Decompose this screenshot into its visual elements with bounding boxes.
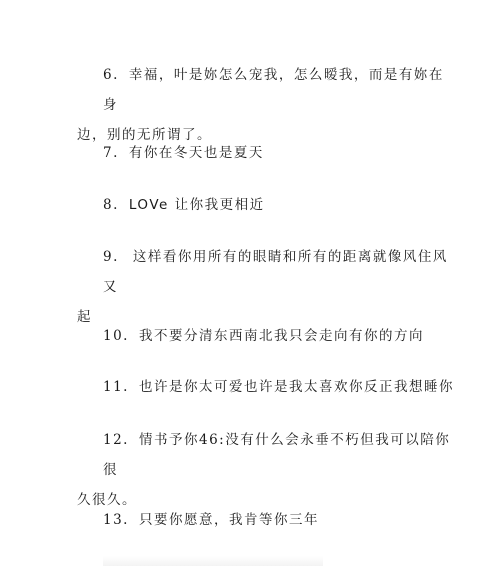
item-text-continued: 边，别的无所谓了。 — [77, 127, 212, 143]
list-item-13 — [103, 505, 458, 535]
item-number: 8. — [103, 197, 119, 213]
item-text: 只要你愿意，我肯等你三年 — [138, 512, 319, 528]
cut-off-text-edge — [103, 556, 323, 566]
item-number: 13. — [103, 512, 129, 528]
item-number: 12. — [103, 432, 129, 448]
list-item-9 — [77, 242, 458, 332]
item-number: 10. — [103, 328, 129, 344]
item-text: 这样看你用所有的眼睛和所有的距离就像风住风又 — [103, 249, 448, 295]
item-text: LOVe 让你我更相近 — [128, 197, 265, 213]
item-text: 有你在冬天也是夏天 — [128, 145, 264, 161]
list-item-10 — [103, 321, 458, 351]
list-item-11 — [103, 372, 458, 402]
item-number: 7. — [103, 145, 119, 161]
list-item-6 — [77, 60, 458, 150]
item-number: 11. — [103, 379, 129, 395]
item-text-continued: 起 — [77, 309, 92, 325]
item-text: 情书予你46:没有什么会永垂不朽但我可以陪你很 — [103, 432, 451, 478]
item-text: 也许是你太可爱也许是我太喜欢你反正我想睡你 — [138, 379, 454, 395]
item-number: 9. — [103, 249, 119, 265]
item-text: 我不要分清东西南北我只会走向有你的方向 — [138, 328, 424, 344]
item-number: 6. — [103, 67, 119, 83]
list-item-7 — [103, 138, 458, 168]
list-item-8 — [103, 190, 458, 220]
item-text: 幸福，叶是妳怎么宠我，怎么暧我，而是有妳在身 — [103, 67, 444, 113]
list-item-12 — [77, 425, 458, 515]
item-text-continued: 久很久。 — [77, 492, 137, 508]
